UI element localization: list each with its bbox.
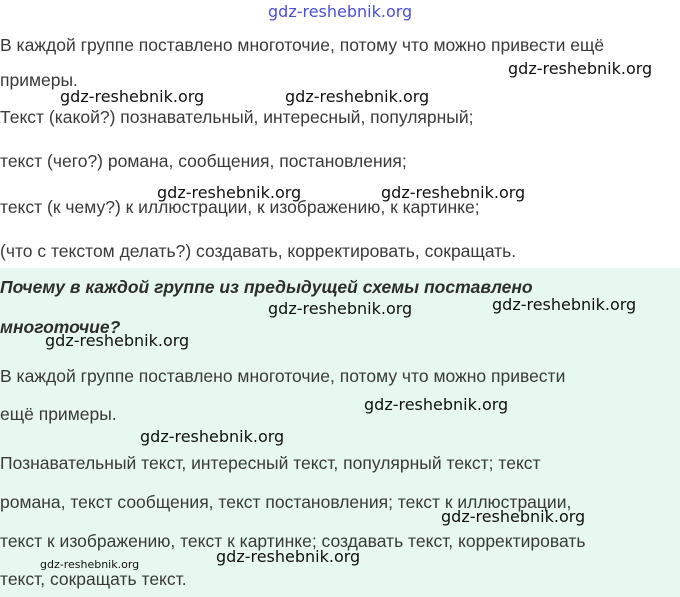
top-line-5: текст (к чему?) к иллюстрации, к изображению, к картинке; [0, 197, 480, 217]
watermark: gdz-reshebnik.org [40, 558, 140, 571]
watermark: gdz-reshebnik.org [364, 395, 509, 414]
watermark: gdz-reshebnik.org [492, 295, 637, 314]
top-line-3: Текст (какой?) познавательный, интересный, популярный; [0, 107, 474, 127]
top-line-4: текст (чего?) романа, сообщения, постановления; [0, 151, 407, 171]
watermark: gdz-reshebnik.org [508, 59, 653, 78]
watermark: gdz-reshebnik.org [157, 183, 302, 202]
question-line-2: многоточие? [0, 317, 121, 337]
question-line-1: Почему в каждой группе из предыдущей схемы поставлено [0, 277, 533, 297]
watermark: gdz-reshebnik.org [285, 87, 430, 106]
answer-line-1: В каждой группе поставлено многоточие, потому что можно привести [0, 366, 566, 386]
answer-line-2: ещё примеры. [0, 404, 117, 424]
watermark: gdz-reshebnik.org [268, 299, 413, 318]
watermark: gdz-reshebnik.org [381, 183, 526, 202]
watermark: gdz-reshebnik.org [45, 331, 190, 350]
top-line-6: (что с текстом делать?) создавать, корректировать, сокращать. [0, 241, 517, 261]
answer-line-3: Познавательный текст, интересный текст, популярный текст; текст [0, 453, 541, 473]
top-line-2: примеры. [0, 70, 78, 90]
watermark: gdz-reshebnik.org [441, 507, 586, 526]
watermark: gdz-reshebnik.org [140, 427, 285, 446]
watermark: gdz-reshebnik.org [60, 87, 205, 106]
answer-line-4: романа, текст сообщения, текст постановления; текст к иллюстрации, [0, 492, 572, 512]
top-line-1: В каждой группе поставлено многоточие, потому что можно привести ещё [0, 35, 605, 55]
header-watermark[interactable]: gdz-reshebnik.org [268, 2, 413, 21]
answer-line-5: текст к изображению, текст к картинке; создавать текст, корректировать [0, 531, 586, 551]
answer-line-6: текст, сокращать текст. [0, 569, 187, 589]
watermark: gdz-reshebnik.org [216, 547, 361, 566]
